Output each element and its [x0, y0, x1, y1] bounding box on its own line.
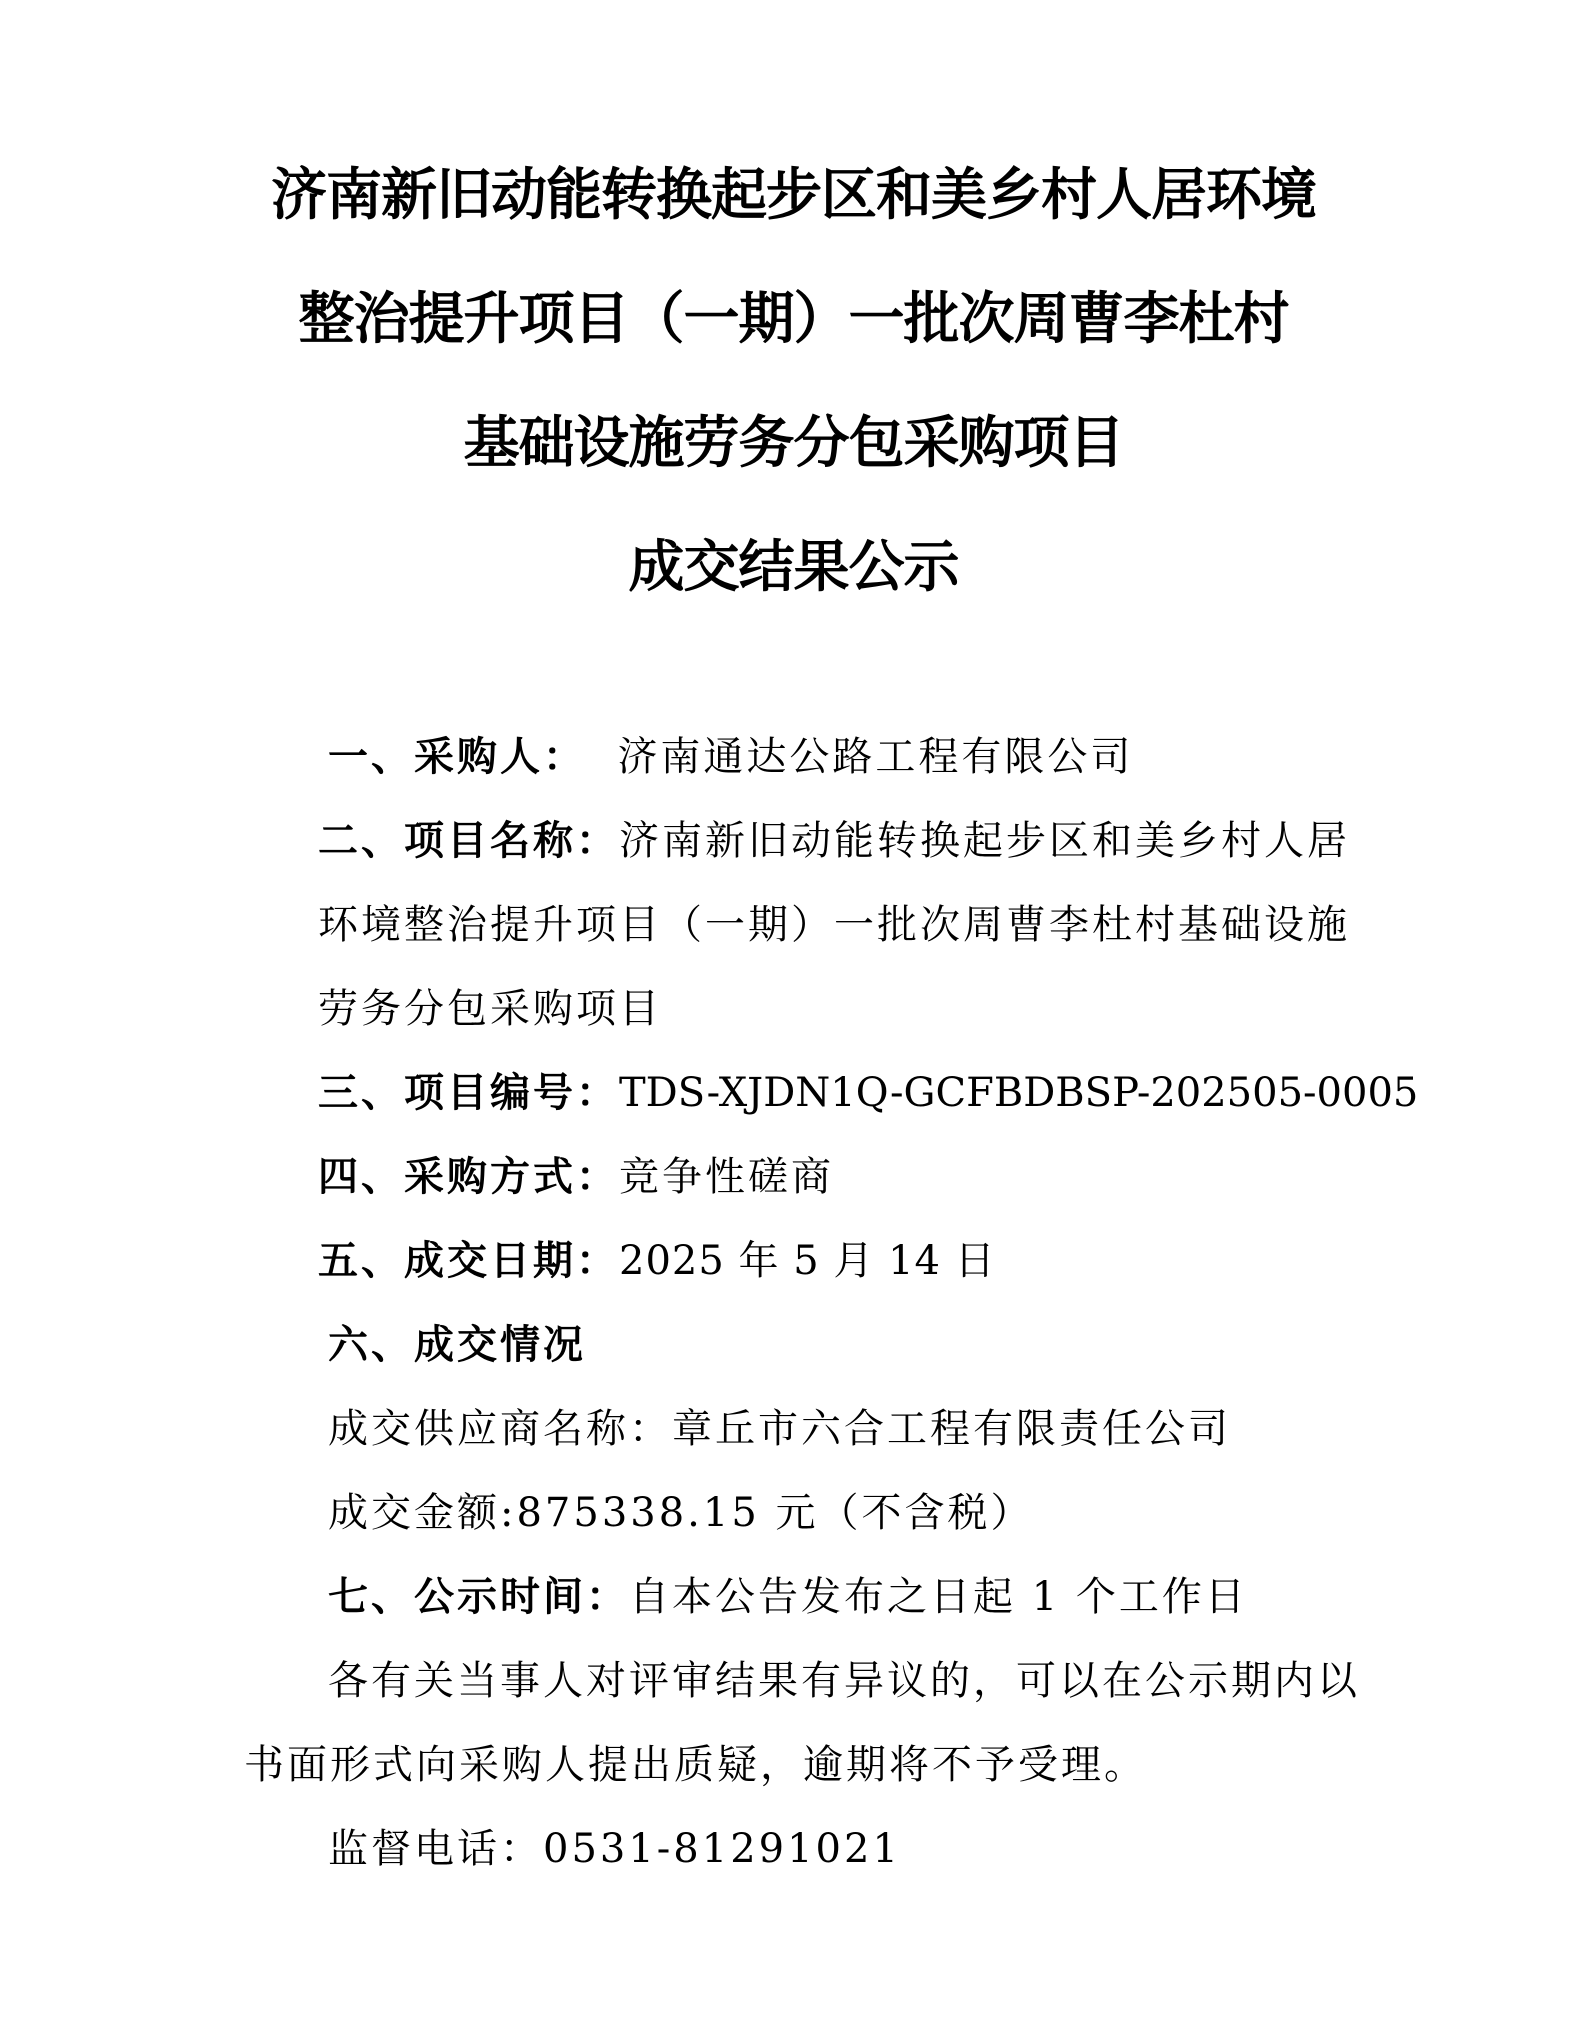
procurement-method-label: 四、采购方式：	[318, 1153, 619, 1200]
project-name-value-2: 环境整治提升项目（一期）一批次周曹李杜村基础设施	[318, 902, 1350, 948]
project-name-row	[318, 816, 1350, 866]
title-line-2: 整治提升项目（一期）一批次周曹李杜村	[298, 286, 1289, 352]
deal-date-row	[318, 1236, 996, 1286]
project-name-label: 二、项目名称：	[318, 817, 619, 864]
title-line-4: 成交结果公示	[628, 534, 959, 600]
procurement-method-row	[318, 1152, 834, 1202]
deal-date-value: 2025 年 5 月 14 日	[619, 1238, 996, 1284]
amount-line: 成交金额:875338.15 元（不含税）	[328, 1490, 1034, 1536]
title-line-1: 济南新旧动能转换起步区和美乡村人居环境	[271, 162, 1316, 228]
project-number-value: TDS-XJDN1Q-GCFBDBSP-202505-0005	[619, 1070, 1419, 1116]
publicity-period-value: 自本公告发布之日起 1 个工作日	[629, 1574, 1248, 1620]
supplier-line: 成交供应商名称：章丘市六合工程有限责任公司	[328, 1406, 1231, 1452]
purchaser-label: 一、采购人：	[328, 733, 586, 780]
procurement-method-value: 竞争性磋商	[619, 1154, 834, 1200]
deal-date-label: 五、成交日期：	[318, 1237, 619, 1284]
supervision-phone-line: 监督电话：0531-81291021	[328, 1826, 901, 1872]
purchaser-row	[328, 732, 1133, 782]
title-line-3: 基础设施劳务分包采购项目	[463, 410, 1124, 476]
objection-line-1: 各有关当事人对评审结果有异议的，可以在公示期内以	[328, 1658, 1360, 1704]
purchaser-value: 济南通达公路工程有限公司	[617, 734, 1134, 780]
objection-line-2: 书面形式向采购人提出质疑，逾期将不予受理。	[244, 1742, 1147, 1788]
project-name-value-3: 劳务分包采购项目	[318, 986, 662, 1032]
project-number-row	[318, 1068, 1418, 1118]
deal-result-label: 六、成交情况	[328, 1321, 586, 1368]
publicity-period-label: 七、公示时间：	[328, 1573, 629, 1620]
project-number-label: 三、项目编号：	[318, 1069, 619, 1116]
project-name-value-1: 济南新旧动能转换起步区和美乡村人居	[619, 818, 1350, 864]
publicity-period-row	[328, 1572, 1248, 1622]
